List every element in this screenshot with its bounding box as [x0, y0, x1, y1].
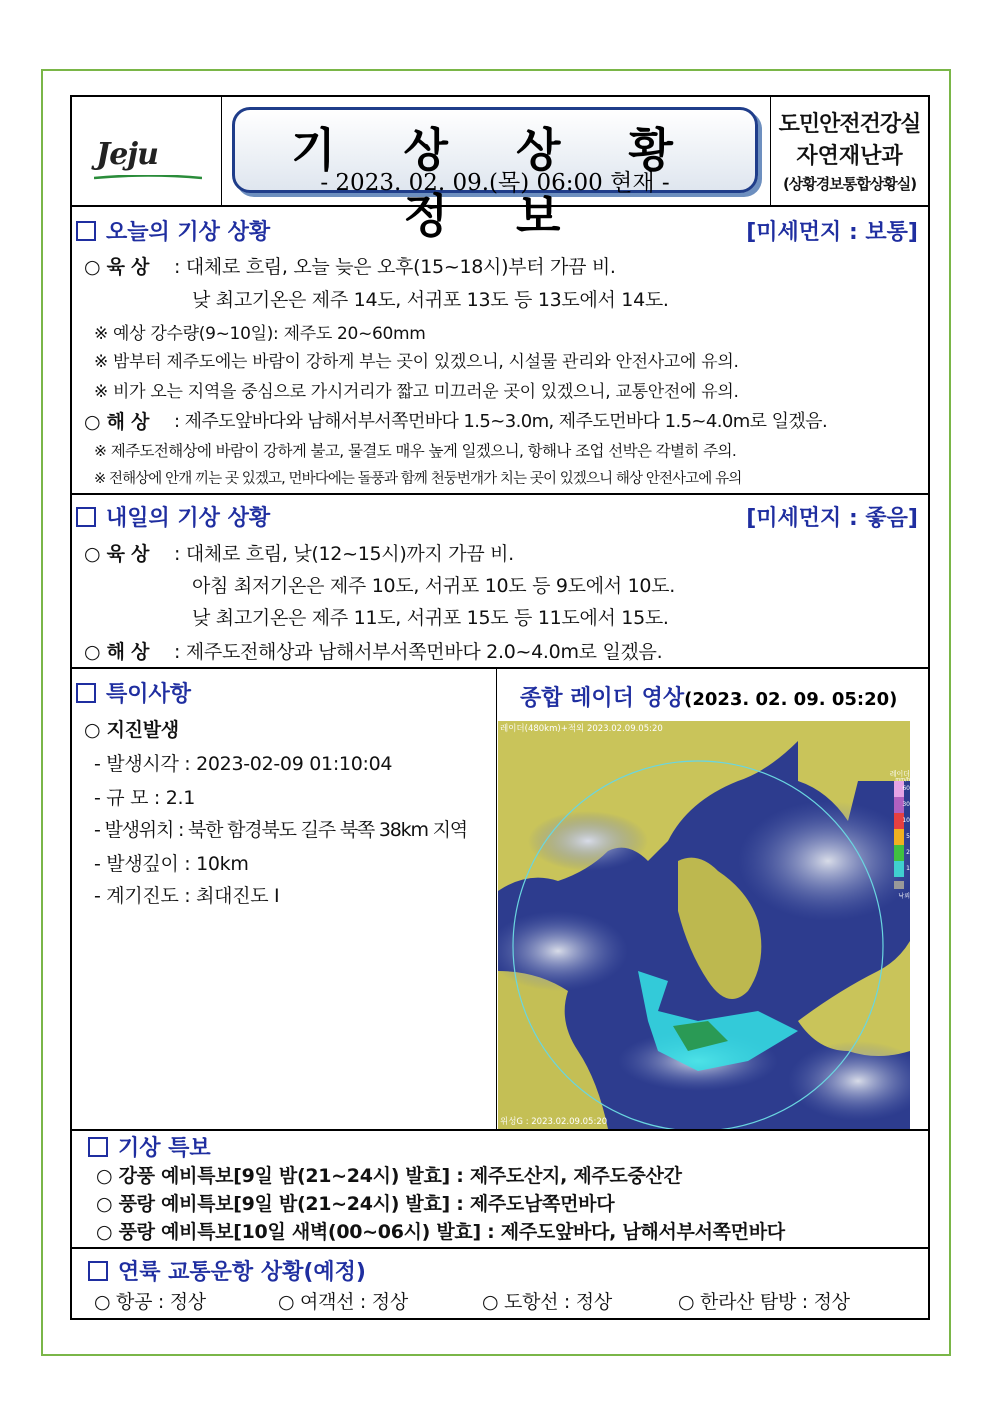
earthquake-heading: ○ 지진발생	[84, 719, 179, 741]
tomorrow-land-line-1: : 대체로 흐림, 낮(12~15시)까지 가끔 비.	[174, 543, 514, 565]
tomorrow-land-line-2: 아침 최저기온은 제주 10도, 서귀포 10도 등 9도에서 10도.	[192, 575, 675, 597]
divider	[72, 1247, 928, 1249]
earthquake-magnitude: - 규 모 : 2.1	[94, 787, 196, 809]
page-title: 기 상 상 황 정 보	[291, 123, 699, 243]
today-sea-line: : 제주도앞바다와 남해서부서쪽먼바다 1.5~3.0m, 제주도먼바다 1.5~4.0m로 일겠음.	[174, 411, 828, 432]
column-divider	[496, 669, 497, 1129]
department-cell	[770, 97, 928, 205]
today-land-line-2: 낮 최고기온은 제주 14도, 서귀포 13도 등 13도에서 14도.	[192, 289, 669, 311]
earthquake-intensity: - 계기진도 : 최대진도 Ⅰ	[94, 885, 280, 907]
tomorrow-dust-level: [미세먼지 : 좋음]	[746, 506, 918, 531]
checkbox-square-icon	[76, 507, 96, 527]
radar-bottom-label: 위성G : 2023.02.09.05:20	[500, 1117, 608, 1127]
checkbox-square-icon	[88, 1137, 108, 1157]
traffic-item-island-ferry: ○ 도항선 : 정상	[482, 1291, 612, 1313]
legend-lightning: 낙뢰	[898, 893, 910, 900]
today-section-title: 오늘의 기상 상황	[76, 215, 270, 246]
advisory-item-2: ○ 풍랑 예비특보[9일 밤(21~24시) 발효] : 제주도남쪽먼바다	[96, 1193, 615, 1215]
earthquake-depth: - 발생깊이 : 10km	[94, 853, 249, 875]
traffic-section-title: 연륙 교통운항 상황(예정)	[88, 1255, 366, 1286]
today-sea-note-2: ※ 전해상에 안개 끼는 곳 있겠고, 먼바다에는 돌풍과 함께 천둥번개가 치는 곳이 있겠으니 해상 안전사고에 유의	[94, 471, 742, 487]
earthquake-location: - 발생위치 : 북한 함경북도 길주 북쪽 38km 지역	[94, 819, 467, 841]
today-sea-note-1: ※ 제주도전해상에 바람이 강하게 불고, 물결도 매우 높게 일겠으니, 항해나 조업 선박은 각별히 주의.	[94, 442, 737, 460]
tomorrow-sea-line: : 제주도전해상과 남해서부서쪽먼바다 2.0~4.0m로 일겠음.	[174, 641, 663, 663]
radar-title: 종합 레이더 영상(2023. 02. 09. 05:20)	[520, 686, 898, 711]
tomorrow-sea-label: ○ 해 상	[84, 641, 150, 663]
today-land-line-1: : 대체로 흐림, 오늘 늦은 오후(15~18시)부터 가끔 비.	[174, 256, 616, 278]
legend-value: 60	[902, 785, 910, 792]
earthquake-time: - 발생시각 : 2023-02-09 01:10:04	[94, 753, 393, 775]
advisory-item-1: ○ 강풍 예비특보[9일 밤(21~24시) 발효] : 제주도산지, 제주도중산간	[96, 1165, 682, 1187]
advisory-section-title: 기상 특보	[88, 1131, 211, 1162]
traffic-item-hallasan: ○ 한라산 탐방 : 정상	[678, 1291, 850, 1313]
advisory-item-3: ○ 풍랑 예비특보[10일 새벽(00~06시) 발효] : 제주도앞바다, 남해서부서쪽먼바다	[96, 1221, 785, 1243]
legend-unit: mm/h	[895, 777, 910, 783]
title-cell	[222, 97, 770, 243]
today-note-1: ※ 예상 강수량(9~10일): 제주도 20~60mm	[94, 324, 426, 344]
legend-value: 2	[906, 849, 910, 856]
today-note-2: ※ 밤부터 제주도에는 바람이 강하게 부는 곳이 있겠으니, 시설물 관리와 안전사고에 유의.	[94, 352, 739, 372]
traffic-item-air: ○ 항공 : 정상	[94, 1291, 206, 1313]
tomorrow-land-label: ○ 육 상	[84, 543, 150, 565]
logo-swoosh-icon	[94, 175, 202, 181]
checkbox-square-icon	[88, 1261, 108, 1281]
special-section-title: 특이사항	[76, 677, 191, 708]
legend-title: 레이더	[889, 770, 910, 778]
logo-cell	[72, 97, 222, 205]
title-box	[232, 107, 758, 243]
weather-report	[70, 95, 930, 1320]
today-land-label: ○ 육 상	[84, 256, 150, 278]
radar-satellite-image	[498, 721, 910, 1129]
department-line-3: (상황경보통합상황실)	[782, 175, 917, 193]
tomorrow-section-title: 내일의 기상 상황	[76, 501, 270, 532]
radar-top-label: 레이더(480km)+적외 2023.02.09.05:20	[500, 724, 663, 734]
checkbox-square-icon	[76, 683, 96, 703]
legend-value: 5	[906, 833, 910, 840]
legend-value: 30	[902, 801, 910, 808]
department-line-1: 도민안전건강실	[778, 112, 921, 137]
legend-value: 1	[906, 865, 910, 872]
legend-value: 10	[902, 817, 910, 824]
divider	[72, 667, 928, 669]
traffic-item-ferry: ○ 여객선 : 정상	[278, 1291, 408, 1313]
checkbox-square-icon	[76, 221, 96, 241]
today-note-3: ※ 비가 오는 지역을 중심으로 가시거리가 짧고 미끄러운 곳이 있겠으니, 교통안전에 유의.	[94, 382, 739, 402]
jeju-logo: Jeju	[96, 137, 158, 172]
tomorrow-land-line-3: 낮 최고기온은 제주 11도, 서귀포 15도 등 11도에서 15도.	[192, 607, 669, 629]
page-subtitle: - 2023. 02. 09.(목) 06:00 현재 -	[320, 170, 670, 196]
today-dust-level: [미세먼지 : 보통]	[746, 220, 918, 245]
department-line-2: 자연재난과	[796, 144, 903, 169]
divider	[72, 493, 928, 495]
today-sea-label: ○ 해 상	[84, 411, 150, 433]
